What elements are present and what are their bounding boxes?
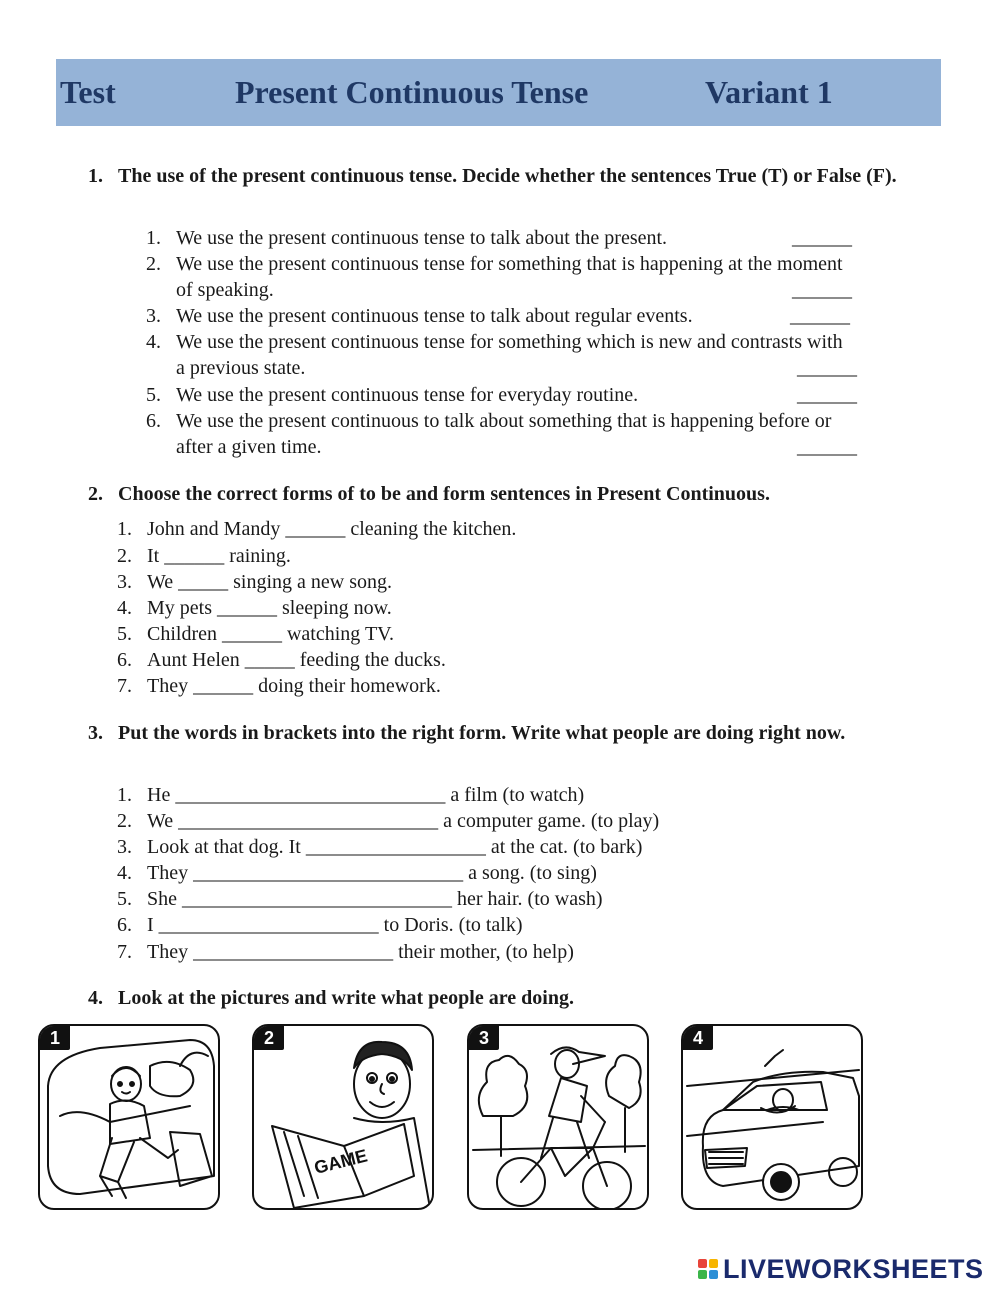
item-number: 2. [146,253,161,275]
item-number: 4. [146,331,161,353]
answer-blank[interactable]: ______ [792,227,852,249]
item-text: I ______________________ to Doris. (to talk) [147,914,523,936]
item-number: 5. [146,384,161,406]
item-number: 6. [117,914,132,936]
answer-blank[interactable]: ______ [797,384,857,406]
item-text-continued: of speaking. [176,279,274,301]
item-text: We use the present continuous tense to talk about the present. [176,227,668,249]
section3-number: 3. [88,722,103,744]
logo-square [698,1270,707,1279]
item-text: We use the present continuous to talk about something that is happening before or [176,410,832,432]
logo-square [709,1270,718,1279]
header-variant-label: Variant 1 [705,74,833,110]
header-bar [56,59,941,126]
item-number: 6. [117,649,132,671]
item-number: 1. [117,518,132,540]
item-number: 4. [117,597,132,619]
picture-number: 4 [683,1026,713,1050]
liveworksheets-logo[interactable] [698,1254,984,1284]
section1-number: 1. [88,165,103,187]
logo-icon [698,1259,718,1279]
item-text: My pets ______ sleeping now. [147,597,392,619]
item-text: We use the present continuous tense for something which is new and contrasts with [176,331,843,353]
item-number: 3. [117,571,132,593]
section4-instruction: Look at the pictures and write what people are doing. [118,987,574,1009]
logo-square [709,1259,718,1268]
item-number: 2. [117,810,132,832]
logo-square [698,1259,707,1268]
item-number: 4. [117,862,132,884]
item-text: They ___________________________ a song. (to sing) [147,862,597,884]
item-text: They ____________________ their mother, (to help) [147,941,574,963]
page-title: Present Continuous Tense [235,74,589,110]
section3-title [88,720,938,746]
item-text: We use the present continuous tense for something that is happening at the moment [176,253,843,275]
item-text: We _____ singing a new song. [147,571,393,593]
picture-2 [252,1024,434,1210]
item-number: 3. [146,305,161,327]
boy-reading-magazine-icon [254,1026,432,1208]
girl-cycling-icon [469,1026,647,1208]
picture-1 [38,1024,220,1210]
picture-number: 3 [469,1026,499,1050]
item-text: Children ______ watching TV. [147,623,395,645]
picture-3 [467,1024,649,1210]
section2-title [88,481,938,507]
picture-number: 2 [254,1026,284,1050]
item-number: 7. [117,675,132,697]
man-driving-car-icon [683,1026,861,1208]
picture-number: 1 [40,1026,70,1050]
section3-instruction: Put the words in brackets into the right form. Write what people are doing right now. [118,722,846,744]
item-text: Aunt Helen _____ feeding the ducks. [147,649,446,671]
item-number: 7. [117,941,132,963]
answer-blank[interactable]: ______ [797,436,857,458]
item-number: 1. [117,784,132,806]
section1-title [88,163,938,189]
item-text-continued: a previous state. [176,357,306,379]
item-text: John and Mandy ______ cleaning the kitchen. [147,518,517,540]
item-number: 6. [146,410,161,432]
item-text: We use the present continuous tense to talk about regular events. [176,305,693,327]
item-number: 3. [117,836,132,858]
picture-4 [681,1024,863,1210]
item-text: It ______ raining. [147,545,291,567]
item-text: He ___________________________ a film (to watch) [147,784,585,806]
item-number: 1. [146,227,161,249]
header-test-label: Test [60,74,116,110]
item-text: They ______ doing their homework. [147,675,441,697]
item-number: 2. [117,545,132,567]
item-number: 5. [117,623,132,645]
section2-instruction: Choose the correct forms of to be and form sentences in Present Continuous. [118,483,770,505]
boy-on-sofa-icon [40,1026,218,1208]
answer-blank[interactable]: ______ [797,357,857,379]
section1-instruction: The use of the present continuous tense. Decide whether the sentences True (T) or False (F). [118,165,897,187]
item-text: She ___________________________ her hair. (to wash) [147,888,603,910]
section4-number: 4. [88,987,103,1009]
item-text: We use the present continuous tense for everyday routine. [176,384,639,406]
item-text-continued: after a given time. [176,436,322,458]
item-text: Look at that dog. It __________________ at the cat. (to bark) [147,836,643,858]
section2-number: 2. [88,483,103,505]
answer-blank[interactable]: ______ [792,279,852,301]
section4-title [88,985,938,1011]
answer-blank[interactable]: ______ [790,305,850,327]
magazine-title: GAME [312,1145,370,1178]
item-number: 5. [117,888,132,910]
item-text: We __________________________ a computer game. (to play) [147,810,660,832]
logo-text: LIVEWORKSHEETS [723,1253,984,1284]
